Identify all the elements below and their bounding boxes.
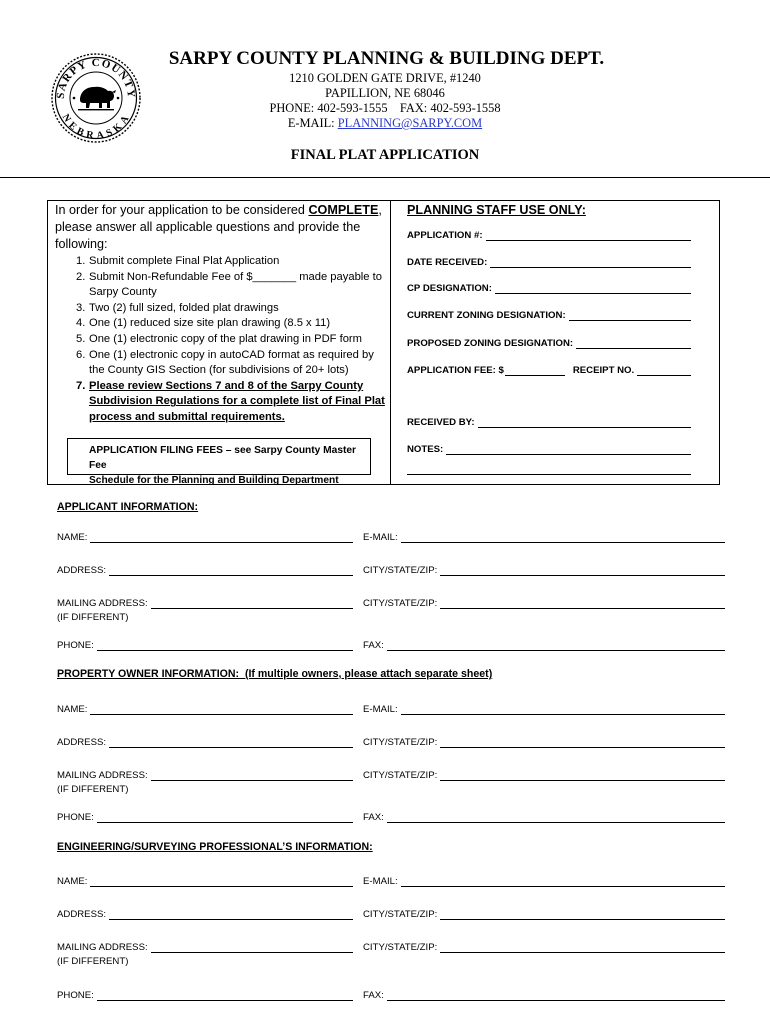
applicant-name-field[interactable] <box>57 531 353 543</box>
applicant-mailing-city-field[interactable] <box>363 597 725 609</box>
item-number: 4. <box>76 317 86 330</box>
email-link[interactable]: PLANNING@SARPY.COM <box>337 116 483 130</box>
seal-text-top: SARPY COUNTY <box>54 56 138 100</box>
input-line <box>97 989 353 1001</box>
input-line <box>387 989 725 1001</box>
item-text: One (1) reduced size site plan drawing (8.5 x 11) <box>89 317 331 330</box>
intro-text-end: , please answer all applicable questions and provide the following: <box>55 203 382 251</box>
engineer-mailing-city-field[interactable] <box>363 941 725 953</box>
owner-address-field[interactable] <box>57 736 353 748</box>
field-label: CITY/STATE/ZIP: <box>363 942 438 953</box>
input-line <box>440 769 725 781</box>
owner-note: (If multiple owners, please attach separate sheet) <box>239 668 493 680</box>
box-divider <box>390 200 391 485</box>
item-number: 2. <box>76 270 86 283</box>
input-line <box>387 639 725 651</box>
requirements-intro <box>55 202 385 253</box>
item-number: 3. <box>76 301 86 314</box>
received-by-field[interactable] <box>407 416 691 428</box>
item-number: 6. <box>76 348 86 361</box>
applicant-mailing-field[interactable] <box>57 597 353 609</box>
list-item <box>76 254 386 270</box>
proposed-zoning-field[interactable] <box>407 337 691 349</box>
applicant-fax-field[interactable] <box>363 639 725 651</box>
list-item <box>76 332 386 348</box>
field-label: APPLICATION FEE: $ <box>407 365 504 376</box>
field-label: CURRENT ZONING DESIGNATION: <box>407 310 566 321</box>
input-line <box>401 875 725 887</box>
input-line <box>151 597 353 609</box>
input-line <box>151 941 353 953</box>
item-number: 5. <box>76 332 86 345</box>
department-title: SARPY COUNTY PLANNING & BUILDING DEPT. <box>168 48 605 69</box>
owner-section-title <box>57 668 492 680</box>
engineer-email-field[interactable] <box>363 875 725 887</box>
field-label: E-MAIL: <box>363 704 398 715</box>
date-received-field[interactable] <box>407 256 691 268</box>
complete-emphasis: COMPLETE <box>308 203 379 217</box>
input-line <box>569 309 691 321</box>
application-fee-field[interactable] <box>407 364 691 376</box>
engineer-name-field[interactable] <box>57 875 353 887</box>
owner-mailing-field[interactable] <box>57 769 353 781</box>
receipt-input-line <box>637 364 691 376</box>
field-label: CITY/STATE/ZIP: <box>363 565 438 576</box>
list-item <box>76 379 386 426</box>
field-label: CITY/STATE/ZIP: <box>363 909 438 920</box>
applicant-section-title: APPLICANT INFORMATION: <box>57 501 199 513</box>
field-label: MAILING ADDRESS: <box>57 770 148 781</box>
input-line <box>109 736 353 748</box>
notes-field[interactable] <box>407 443 691 455</box>
input-line <box>151 769 353 781</box>
input-line <box>109 908 353 920</box>
item-text: Two (2) full sized, folded plat drawings <box>89 301 279 314</box>
requirements-list <box>76 254 386 426</box>
cp-designation-field[interactable] <box>407 282 691 294</box>
field-label: ADDRESS: <box>57 737 107 748</box>
input-line <box>401 531 725 543</box>
email-label: E-MAIL: <box>287 116 338 130</box>
field-label: NAME: <box>57 876 88 887</box>
item-number: 1. <box>76 255 86 267</box>
engineer-phone-field[interactable] <box>57 989 353 1001</box>
current-zoning-field[interactable] <box>407 309 691 321</box>
filing-fee-note <box>67 438 371 486</box>
input-line <box>576 337 691 349</box>
list-item <box>76 316 386 332</box>
field-label: FAX: <box>363 812 384 823</box>
input-line <box>407 463 691 475</box>
field-label: PHONE: <box>57 812 94 823</box>
item-text: Submit Non-Refundable Fee of $_______ made payable to Sarpy County <box>89 270 382 299</box>
fee-note-line-2: Schedule for the Planning and Building Department <box>89 475 339 486</box>
owner-fax-field[interactable] <box>363 811 725 823</box>
input-line <box>90 703 353 715</box>
item-text: One (1) electronic copy in autoCAD format as required by the County GIS Section (for subdivisions of 20+ lots) <box>89 348 374 377</box>
field-label: CITY/STATE/ZIP: <box>363 770 438 781</box>
list-item <box>76 270 386 301</box>
field-label: MAILING ADDRESS: <box>57 598 148 609</box>
field-label: PROPOSED ZONING DESIGNATION: <box>407 338 574 349</box>
engineer-address-field[interactable] <box>57 908 353 920</box>
address-line-2: PAPILLION, NE 68046 <box>325 86 445 100</box>
applicant-phone-field[interactable] <box>57 639 353 651</box>
field-label: FAX: <box>363 990 384 1001</box>
phone-fax-line: PHONE: 402-593-1555 FAX: 402-593-1558 <box>269 101 501 115</box>
input-line <box>440 941 725 953</box>
notes-line-2[interactable] <box>407 463 691 475</box>
fee-note-line-1: APPLICATION FILING FEES – see Sarpy County Master Fee <box>89 445 357 471</box>
if-different-note: (IF DIFFERENT) <box>57 784 129 795</box>
input-line <box>440 564 725 576</box>
field-label: NOTES: <box>407 444 444 455</box>
field-label: CITY/STATE/ZIP: <box>363 737 438 748</box>
owner-email-field[interactable] <box>363 703 725 715</box>
field-label: APPLICATION #: <box>407 230 483 241</box>
field-label: CITY/STATE/ZIP: <box>363 598 438 609</box>
field-label: MAILING ADDRESS: <box>57 942 148 953</box>
input-line <box>486 229 691 241</box>
input-line <box>90 875 353 887</box>
field-label: FAX: <box>363 640 384 651</box>
engineer-section-title: ENGINEERING/SURVEYING PROFESSIONAL’S INFORMATION: <box>57 841 373 853</box>
receipt-label: RECEIPT NO. <box>572 365 635 376</box>
owner-mailing-city-field[interactable] <box>363 769 725 781</box>
email-line <box>0 116 770 131</box>
field-label: ADDRESS: <box>57 909 107 920</box>
field-label: RECEIVED BY: <box>407 417 475 428</box>
field-label: PHONE: <box>57 990 94 1001</box>
field-label: ADDRESS: <box>57 565 107 576</box>
field-label: E-MAIL: <box>363 532 398 543</box>
applicant-address-field[interactable] <box>57 564 353 576</box>
input-line <box>387 811 725 823</box>
owner-name-field[interactable] <box>57 703 353 715</box>
staff-use-title: PLANNING STAFF USE ONLY: <box>407 203 586 217</box>
input-line <box>109 564 353 576</box>
input-line <box>440 908 725 920</box>
input-line <box>97 811 353 823</box>
input-line <box>401 703 725 715</box>
form-title: FINAL PLAT APPLICATION <box>290 147 480 163</box>
input-line <box>478 416 691 428</box>
if-different-note: (IF DIFFERENT) <box>57 956 129 967</box>
fee-input-line <box>505 364 565 376</box>
applicant-city-field[interactable] <box>363 564 725 576</box>
field-label: E-MAIL: <box>363 876 398 887</box>
engineer-mailing-field[interactable] <box>57 941 353 953</box>
field-label: NAME: <box>57 704 88 715</box>
field-label: DATE RECEIVED: <box>407 257 488 268</box>
item-number: 7. <box>76 379 86 392</box>
address-line-1: 1210 GOLDEN GATE DRIVE, #1240 <box>289 71 481 85</box>
item-text: Submit complete Final Plat Application <box>89 255 280 267</box>
input-line <box>495 282 691 294</box>
owner-phone-field[interactable] <box>57 811 353 823</box>
input-line <box>440 597 725 609</box>
engineer-fax-field[interactable] <box>363 989 725 1001</box>
input-line <box>440 736 725 748</box>
application-number-field[interactable] <box>407 229 691 241</box>
item-text: One (1) electronic copy of the plat drawing in PDF form <box>89 332 362 345</box>
input-line <box>97 639 353 651</box>
list-item <box>76 348 386 379</box>
field-label: CP DESIGNATION: <box>407 283 492 294</box>
field-label: NAME: <box>57 532 88 543</box>
header-divider <box>0 177 770 178</box>
list-item <box>76 301 386 317</box>
engineer-city-field[interactable] <box>363 908 725 920</box>
owner-city-field[interactable] <box>363 736 725 748</box>
seal-text-bottom: NEBRASKA <box>59 112 133 142</box>
field-label: PHONE: <box>57 640 94 651</box>
applicant-email-field[interactable] <box>363 531 725 543</box>
input-line <box>490 256 691 268</box>
input-line <box>90 531 353 543</box>
if-different-note: (IF DIFFERENT) <box>57 612 129 623</box>
input-line <box>446 443 691 455</box>
owner-title: PROPERTY OWNER INFORMATION: <box>57 668 240 680</box>
intro-text: In order for your application to be considered <box>55 203 309 217</box>
item-text: Please review Sections 7 and 8 of the Sarpy County Subdivision Regulations for a complete list of Final Plat process and submittal requirements. <box>89 379 385 423</box>
